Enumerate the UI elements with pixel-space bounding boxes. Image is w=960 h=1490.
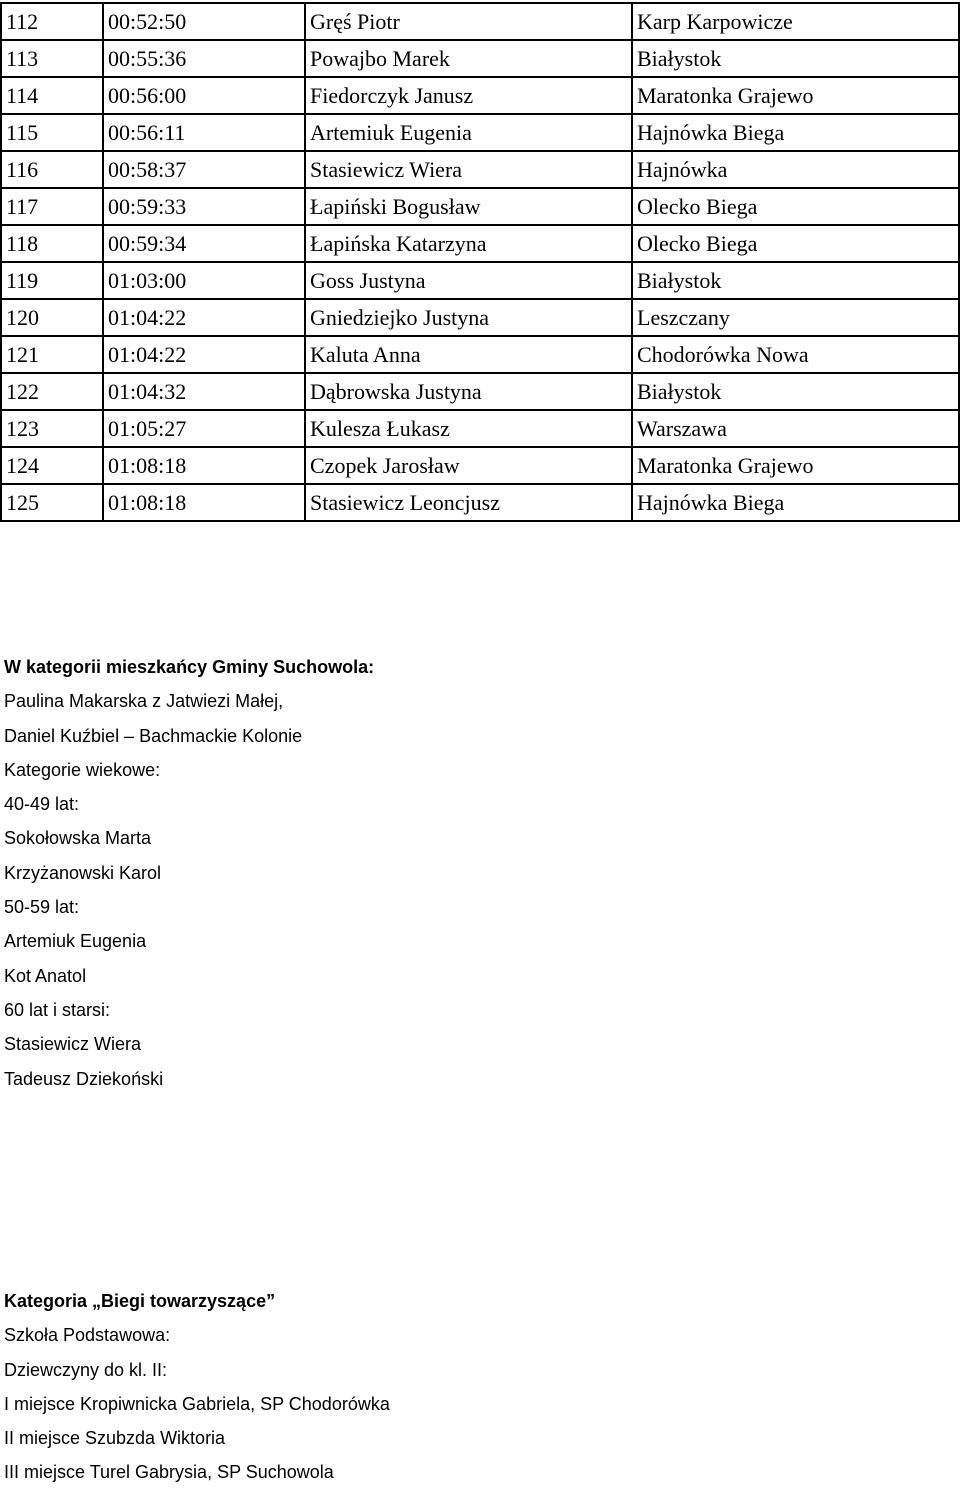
residents-heading: W kategorii mieszkańcy Gminy Suchowola:	[4, 657, 375, 677]
club-cell: Chodorówka Nowa	[632, 336, 959, 373]
place-cell: 123	[1, 410, 103, 447]
residents-line: Tadeusz Dziekoński	[4, 1068, 164, 1089]
place-cell: 119	[1, 262, 103, 299]
residents-line: 50-59 lat:	[4, 897, 80, 918]
residents-line: Krzyżanowski Karol	[4, 862, 162, 883]
place-cell: 120	[1, 299, 103, 336]
time-cell: 01:05:27	[103, 410, 305, 447]
residents-line: 40-49 lat:	[4, 794, 80, 815]
side-races-line: I miejsce Kropiwnicka Gabriela, SP Chodorówka	[4, 1393, 390, 1414]
results-table-body	[1, 3, 959, 521]
time-cell: 00:56:11	[103, 114, 305, 151]
side-races-heading: Kategoria „Biegi towarzyszące”	[4, 1291, 276, 1311]
table-row	[1, 3, 959, 40]
time-cell: 00:59:34	[103, 225, 305, 262]
place-cell: 116	[1, 151, 103, 188]
time-cell: 01:04:22	[103, 299, 305, 336]
name-cell: Fiedorczyk Janusz	[305, 77, 632, 114]
time-cell: 00:59:33	[103, 188, 305, 225]
name-cell: Stasiewicz Leoncjusz	[305, 484, 632, 521]
name-cell: Kulesza Łukasz	[305, 410, 632, 447]
name-cell: Kaluta Anna	[305, 336, 632, 373]
time-cell: 01:03:00	[103, 262, 305, 299]
name-cell: Powajbo Marek	[305, 40, 632, 77]
time-cell: 00:56:00	[103, 77, 305, 114]
place-cell: 121	[1, 336, 103, 373]
time-cell: 01:04:32	[103, 373, 305, 410]
club-cell: Białystok	[632, 262, 959, 299]
name-cell: Łapiński Bogusław	[305, 188, 632, 225]
table-row	[1, 484, 959, 521]
side-races-line: Dziewczyny do kl. II:	[4, 1359, 168, 1380]
residents-line: Sokołowska Marta	[4, 828, 152, 849]
club-cell: Olecko Biega	[632, 225, 959, 262]
time-cell: 01:08:18	[103, 484, 305, 521]
club-cell: Hajnówka Biega	[632, 484, 959, 521]
name-cell: Łapińska Katarzyna	[305, 225, 632, 262]
time-cell: 00:58:37	[103, 151, 305, 188]
club-cell: Karp Karpowicze	[632, 3, 959, 40]
club-cell: Maratonka Grajewo	[632, 447, 959, 484]
residents-line: Daniel Kuźbiel – Bachmackie Kolonie	[4, 725, 303, 746]
club-cell: Warszawa	[632, 410, 959, 447]
club-cell: Maratonka Grajewo	[632, 77, 959, 114]
place-cell: 113	[1, 40, 103, 77]
residents-line: Kot Anatol	[4, 965, 87, 986]
name-cell: Artemiuk Eugenia	[305, 114, 632, 151]
table-row	[1, 410, 959, 447]
table-row	[1, 151, 959, 188]
table-row	[1, 373, 959, 410]
place-cell: 118	[1, 225, 103, 262]
table-row	[1, 77, 959, 114]
club-cell: Leszczany	[632, 299, 959, 336]
side-races-line: Szkoła Podstawowa:	[4, 1325, 171, 1346]
results-table	[0, 2, 960, 522]
side-races-line: III miejsce Turel Gabrysia, SP Suchowola	[4, 1462, 334, 1483]
residents-line: Artemiuk Eugenia	[4, 931, 147, 952]
time-cell: 00:55:36	[103, 40, 305, 77]
place-cell: 124	[1, 447, 103, 484]
time-cell: 00:52:50	[103, 3, 305, 40]
table-row	[1, 299, 959, 336]
place-cell: 122	[1, 373, 103, 410]
place-cell: 112	[1, 3, 103, 40]
club-cell: Hajnówka	[632, 151, 959, 188]
place-cell: 114	[1, 77, 103, 114]
name-cell: Stasiewicz Wiera	[305, 151, 632, 188]
side-races-line: II miejsce Szubzda Wiktoria	[4, 1428, 226, 1449]
name-cell: Czopek Jarosław	[305, 447, 632, 484]
residents-line: Kategorie wiekowe:	[4, 759, 161, 780]
time-cell: 01:08:18	[103, 447, 305, 484]
name-cell: Gniedziejko Justyna	[305, 299, 632, 336]
name-cell: Goss Justyna	[305, 262, 632, 299]
side-races-section	[4, 1284, 390, 1490]
residents-line: 60 lat i starsi:	[4, 999, 111, 1020]
time-cell: 01:04:22	[103, 336, 305, 373]
residents-line: Paulina Makarska z Jatwiezi Małej,	[4, 691, 284, 712]
table-row	[1, 262, 959, 299]
table-row	[1, 114, 959, 151]
place-cell: 125	[1, 484, 103, 521]
name-cell: Dąbrowska Justyna	[305, 373, 632, 410]
table-row	[1, 225, 959, 262]
table-row	[1, 447, 959, 484]
table-row	[1, 40, 959, 77]
club-cell: Białystok	[632, 373, 959, 410]
table-row	[1, 188, 959, 225]
place-cell: 115	[1, 114, 103, 151]
table-row	[1, 336, 959, 373]
club-cell: Olecko Biega	[632, 188, 959, 225]
club-cell: Hajnówka Biega	[632, 114, 959, 151]
residents-section	[4, 650, 374, 1096]
club-cell: Białystok	[632, 40, 959, 77]
name-cell: Gręś Piotr	[305, 3, 632, 40]
residents-line: Stasiewicz Wiera	[4, 1034, 142, 1055]
place-cell: 117	[1, 188, 103, 225]
